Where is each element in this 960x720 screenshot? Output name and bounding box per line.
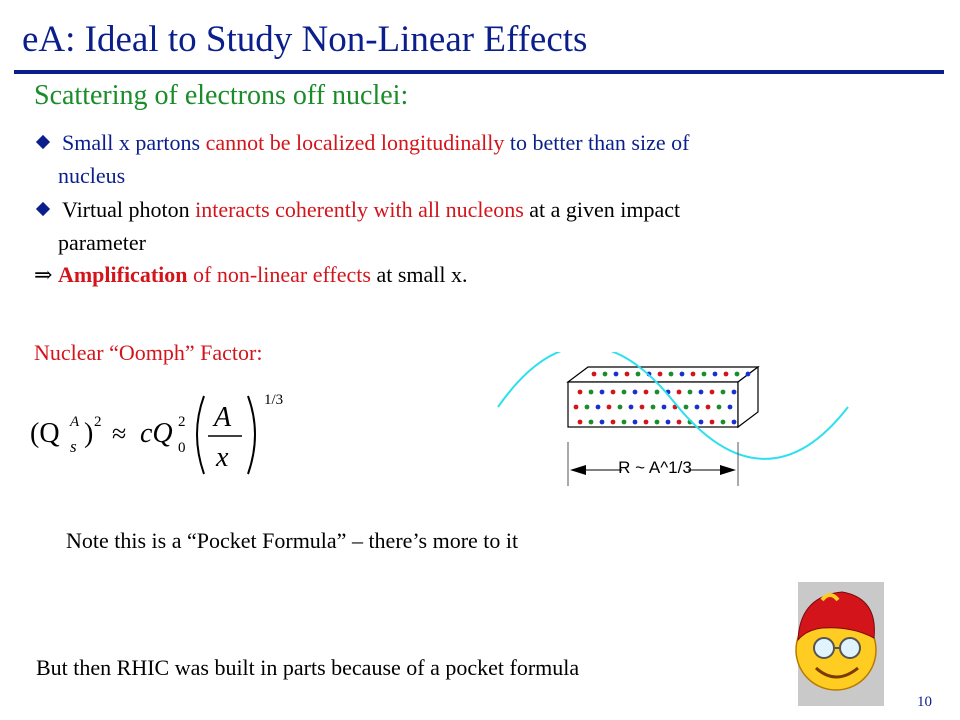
nucleon-dot bbox=[680, 372, 685, 377]
glasses-left bbox=[814, 638, 834, 658]
nucleon-dot bbox=[603, 372, 608, 377]
formula-q0-sup: 2 bbox=[178, 414, 186, 430]
rhic-remark: But then RHIC was built in parts because of a pocket formula bbox=[36, 655, 580, 680]
glasses-right bbox=[840, 638, 860, 658]
nucleon-dot bbox=[622, 390, 627, 395]
nucleon-dot bbox=[600, 390, 605, 395]
nucleon-dot bbox=[710, 420, 715, 425]
arrow-left-icon bbox=[570, 465, 586, 475]
nucleon-dot bbox=[625, 372, 630, 377]
nucleon-dot bbox=[735, 372, 740, 377]
formula-lhs-paren: (Q bbox=[30, 418, 60, 449]
nucleon-dot bbox=[706, 405, 711, 410]
nucleon-dot bbox=[622, 420, 627, 425]
bullet-highlight: interacts coherently with all nucleons bbox=[195, 197, 524, 222]
formula-lhs-sup: A bbox=[70, 414, 80, 430]
bullet-item bbox=[34, 193, 914, 259]
nucleon-dot bbox=[585, 405, 590, 410]
nucleon-dot bbox=[695, 405, 700, 410]
slide-subtitle: Scattering of electrons off nuclei: bbox=[34, 80, 409, 111]
nucleon-dot bbox=[677, 390, 682, 395]
implication-line bbox=[34, 262, 468, 288]
nucleon-dot bbox=[618, 405, 623, 410]
formula-lhs-power: 2 bbox=[94, 414, 102, 430]
nucleon-dot bbox=[655, 390, 660, 395]
implies-arrow-icon: ⇒ bbox=[34, 262, 53, 287]
nucleon-dot bbox=[651, 405, 656, 410]
oomph-formula bbox=[28, 386, 308, 486]
nucleon-dot bbox=[688, 390, 693, 395]
bullet-continuation: nucleus bbox=[58, 163, 126, 188]
formula-exponent: 1/3 bbox=[264, 392, 284, 408]
implication-highlight: of non-linear effects bbox=[187, 262, 371, 287]
bullet-item bbox=[34, 126, 914, 192]
title-underline bbox=[14, 70, 944, 74]
nucleon-dot bbox=[721, 390, 726, 395]
nucleon-dot bbox=[717, 405, 722, 410]
formula-denominator: x bbox=[216, 442, 229, 473]
radius-label: R ~ A^1/3 bbox=[618, 458, 692, 477]
nucleon-dot bbox=[611, 420, 616, 425]
nucleon-dot bbox=[607, 405, 612, 410]
bullet-text: at a given impact bbox=[523, 197, 681, 222]
nucleon-dot bbox=[629, 405, 634, 410]
nucleon-dot bbox=[677, 420, 682, 425]
bullet-diamond-icon bbox=[36, 135, 50, 149]
nucleon-dot bbox=[640, 405, 645, 410]
formula-right-paren bbox=[248, 396, 255, 474]
formula-numerator: A bbox=[214, 402, 232, 433]
nucleon-dot bbox=[596, 405, 601, 410]
nucleon-dot bbox=[728, 405, 733, 410]
slide-title: eA: Ideal to Study Non-Linear Effects bbox=[22, 19, 588, 60]
nucleon-dot bbox=[633, 390, 638, 395]
nucleon-dot bbox=[669, 372, 674, 377]
bullet-text: to better than size of bbox=[504, 130, 690, 155]
nucleon-dot bbox=[644, 420, 649, 425]
arrow-right-icon bbox=[720, 465, 736, 475]
nucleon-dot bbox=[636, 372, 641, 377]
nucleon-dot bbox=[589, 390, 594, 395]
pocket-formula-note: Note this is a “Pocket Formula” – there’s more to it bbox=[66, 528, 519, 553]
nucleon-dot bbox=[684, 405, 689, 410]
nucleon-dot bbox=[710, 390, 715, 395]
bullet-highlight: cannot be localized longitudinally bbox=[205, 130, 505, 155]
nucleon-dot bbox=[691, 372, 696, 377]
bullet-text: Small x partons bbox=[62, 130, 206, 155]
formula-q0-sub: 0 bbox=[178, 440, 186, 456]
nucleon-dot bbox=[662, 405, 667, 410]
nucleon-dot bbox=[655, 420, 660, 425]
nucleon-dot bbox=[732, 420, 737, 425]
formula-lhs-sub: s bbox=[70, 437, 77, 456]
nucleon-dot bbox=[592, 372, 597, 377]
bullet-continuation: parameter bbox=[58, 230, 146, 255]
bullet-diamond-icon bbox=[36, 202, 50, 216]
nucleus-box-top bbox=[568, 367, 758, 382]
formula-approx: ≈ bbox=[112, 419, 127, 448]
nucleon-dot bbox=[578, 420, 583, 425]
nucleon-dot bbox=[578, 390, 583, 395]
nucleon-dot bbox=[724, 372, 729, 377]
nucleon-dot bbox=[699, 420, 704, 425]
nucleon-dot bbox=[732, 390, 737, 395]
smiley-cap-icon bbox=[782, 582, 884, 706]
nucleon-dot bbox=[589, 420, 594, 425]
nucleon-dot bbox=[614, 372, 619, 377]
nucleon-dot bbox=[658, 372, 663, 377]
formula-coefficient: cQ bbox=[140, 418, 173, 449]
formula-left-paren bbox=[197, 396, 204, 474]
bullet-text: Virtual photon bbox=[62, 197, 196, 222]
nucleon-dot bbox=[666, 420, 671, 425]
implication-bold: Amplification bbox=[57, 262, 188, 287]
nucleon-dot bbox=[702, 372, 707, 377]
nucleon-dot bbox=[574, 405, 579, 410]
nucleon-dot bbox=[644, 390, 649, 395]
nucleon-dot bbox=[633, 420, 638, 425]
nucleon-dot bbox=[746, 372, 751, 377]
nucleus-diagram bbox=[494, 352, 854, 502]
nucleon-dot bbox=[721, 420, 726, 425]
oomph-label: Nuclear “Oomph” Factor: bbox=[34, 340, 263, 365]
nucleon-dot bbox=[600, 420, 605, 425]
formula-lhs-close: ) bbox=[84, 418, 94, 449]
nucleon-dot bbox=[713, 372, 718, 377]
nucleon-dot bbox=[611, 390, 616, 395]
implication-text: at small x. bbox=[370, 262, 468, 287]
nucleon-dot bbox=[699, 390, 704, 395]
page-number: 10 bbox=[917, 694, 932, 710]
